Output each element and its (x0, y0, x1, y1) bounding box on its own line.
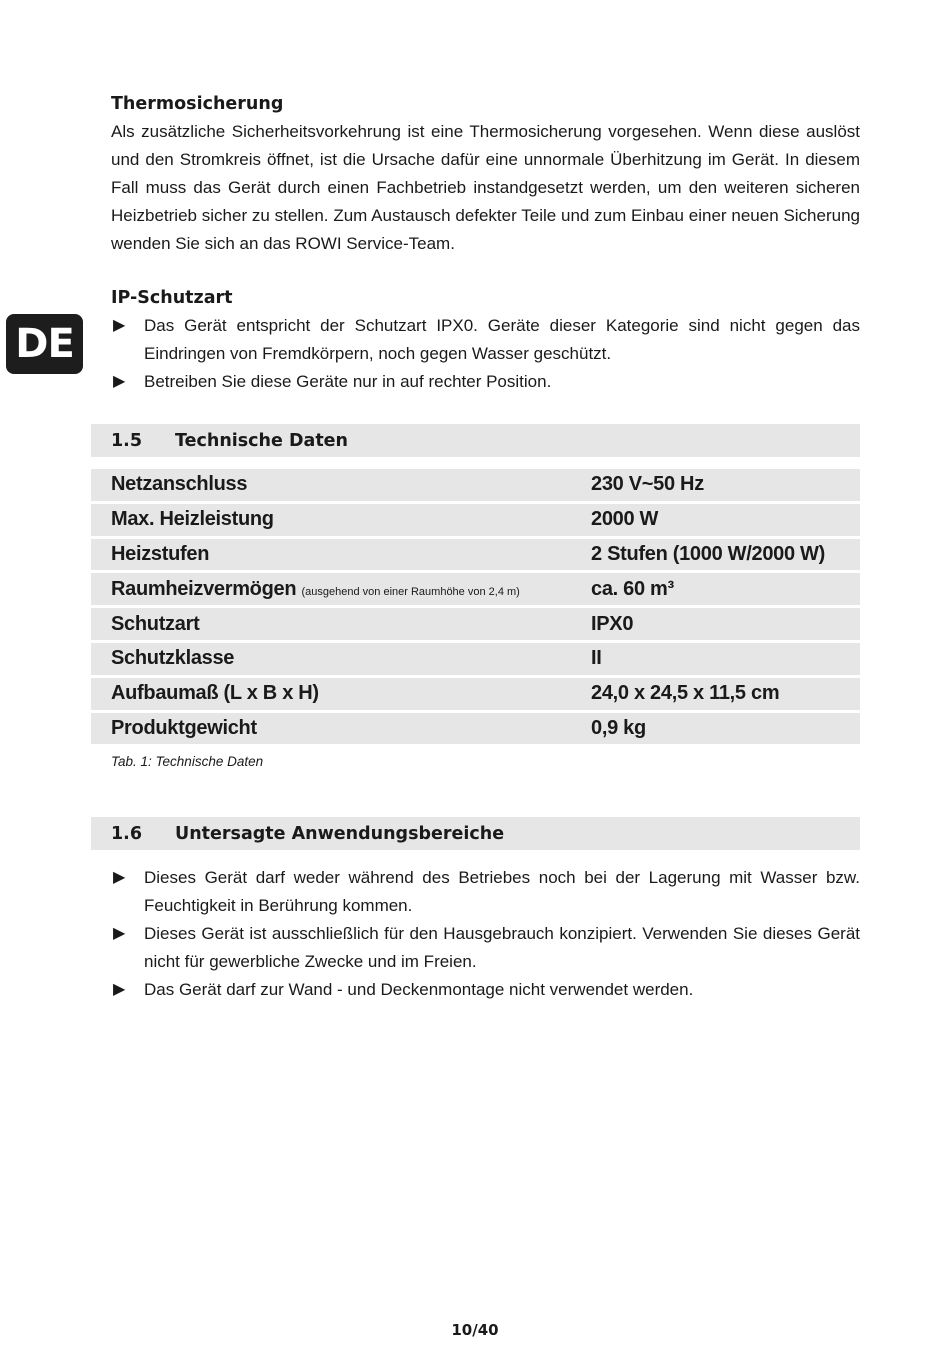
spec-value: 24,0 x 24,5 x 11,5 cm (571, 678, 860, 710)
table-caption: Tab. 1: Technische Daten (111, 754, 264, 769)
table-row (91, 573, 860, 605)
thermo-section (111, 90, 860, 258)
list-item: ▶ Das Gerät entspricht der Schutzart IPX0. Geräte dieser Kategorie sind nicht gegen das Eindringen von Fremdkörpern, noch gegen Wasser geschützt. (111, 312, 860, 368)
table-row (91, 713, 860, 745)
spec-key: Produktgewicht (91, 713, 571, 745)
spec-value: ca. 60 m³ (571, 573, 860, 605)
table-row (91, 678, 860, 710)
table-row (91, 504, 860, 536)
triangle-bullet-icon: ▶ (113, 373, 126, 390)
thermo-heading: Thermosicherung (111, 94, 284, 114)
section-number: 1.6 (111, 823, 143, 844)
language-tab: DE (6, 314, 83, 374)
triangle-bullet-icon: ▶ (113, 981, 126, 998)
spec-value: II (571, 643, 860, 675)
table-row (91, 539, 860, 571)
spec-value: 0,9 kg (571, 713, 860, 745)
spec-value: 230 V~50 Hz (571, 469, 860, 501)
specs-table (91, 466, 860, 747)
ip-bullet-list (111, 312, 860, 396)
spec-key: Max. Heizleistung (91, 504, 571, 536)
prohibited-section (111, 864, 860, 1004)
spec-key: Netzanschluss (91, 469, 571, 501)
table-row (91, 643, 860, 675)
spec-key: Aufbaumaß (L x B x H) (91, 678, 571, 710)
ip-heading: IP-Schutzart (111, 288, 233, 308)
section-title: Untersagte Anwendungsbereiche (175, 823, 505, 844)
spec-value: 2 Stufen (1000 W/2000 W) (571, 539, 860, 571)
list-item: ▶ Betreiben Sie diese Geräte nur in auf rechter Position. (111, 368, 860, 396)
list-item: ▶ Dieses Gerät darf weder während des Betriebes noch bei der Lagerung mit Wasser bzw. Feuchtigkeit in Berührung kommen. (111, 864, 860, 920)
spec-key: Heizstufen (91, 539, 571, 571)
spec-value: 2000 W (571, 504, 860, 536)
spec-value: IPX0 (571, 608, 860, 640)
thermo-text: Als zusätzliche Sicherheitsvorkehrung ist eine Thermosicherung vorgesehen. Wenn diese auslöst und den Stromkreis öffnet, ist die Ursache dafür eine unnormale Überhitzung im Gerät. In diesem Fall muss das Gerät durch einen Fachbetrieb instandgesetzt werden, um den weiteren sicheren Heizbetrieb sicher zu stellen. Zum Austausch defekter Teile und zum Einbau einer neuen Sicherung wenden Sie sich an das ROWI Service-Team. (111, 122, 860, 253)
table-row (91, 469, 860, 501)
spec-key: Raumheizvermögen (ausgehend von einer Raumhöhe von 2,4 m) (91, 573, 571, 605)
list-item: ▶ Dieses Gerät ist ausschließlich für den Hausgebrauch konzipiert. Verwenden Sie dieses Gerät nicht für gewerbliche Zwecke und im Freien. (111, 920, 860, 976)
spec-key: Schutzart (91, 608, 571, 640)
table-row (91, 608, 860, 640)
triangle-bullet-icon: ▶ (113, 869, 126, 886)
section-header-technical-data (91, 424, 860, 457)
spec-note: (ausgehend von einer Raumhöhe von 2,4 m) (301, 585, 520, 598)
prohibited-bullet-list (111, 864, 860, 1004)
triangle-bullet-icon: ▶ (113, 317, 126, 334)
spec-key: Schutzklasse (91, 643, 571, 675)
triangle-bullet-icon: ▶ (113, 925, 126, 942)
list-item: ▶ Das Gerät darf zur Wand - und Deckenmontage nicht verwendet werden. (111, 976, 860, 1004)
page-number: 10/40 (451, 1321, 499, 1339)
section-number: 1.5 (111, 430, 143, 451)
section-header-prohibited-uses (91, 817, 860, 850)
section-title: Technische Daten (175, 430, 349, 451)
ip-section (111, 284, 860, 396)
